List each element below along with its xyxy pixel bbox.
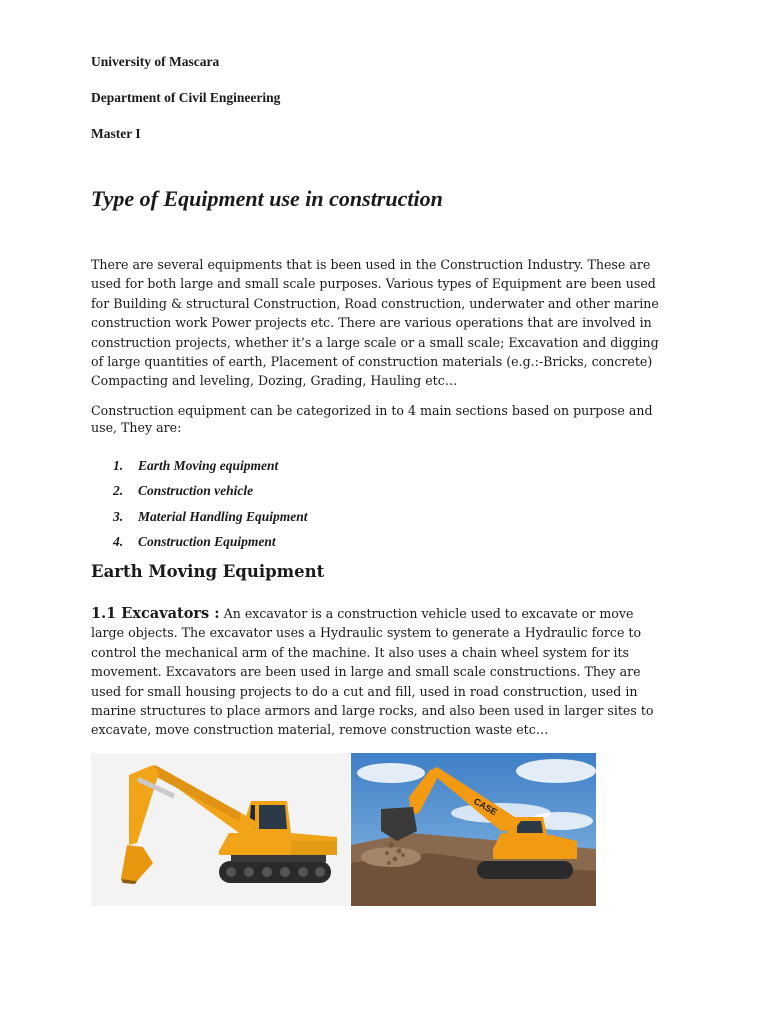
excavator-photo-white-bg [91, 753, 350, 906]
subsection-heading: 1.1 Excavators : [91, 605, 220, 622]
list-item: 2. Construction vehicle [113, 483, 254, 499]
case-logo: CASE [472, 796, 499, 818]
list-item: 3. Material Handling Equipment [113, 508, 308, 524]
document-title: Type of Equipment use in construction [91, 186, 443, 211]
excavator-illustration [91, 753, 350, 906]
list-item: 4. Construction Equipment [113, 534, 276, 550]
section-heading: Earth Moving Equipment [91, 562, 325, 581]
course-level: Master I [91, 126, 141, 141]
categories-intro: Construction equipment can be categorized in to 4 main sections based on purpose and use, They are: [91, 403, 653, 435]
category-list [113, 458, 308, 560]
excavator-photo-digging [351, 753, 596, 906]
excavator-digging-illustration [351, 753, 596, 906]
university-name: University of Mascara [91, 54, 220, 69]
list-item: 1. Earth Moving equipment [113, 458, 279, 473]
excavators-body: An excavator is a construction vehicle used to excavate or move large objects. The excavator uses a Hydraulic system to generate a Hydraulic force to control the mechanical arm of the machine. It also uses a chain wheel system for its movement. Excavators are been used in large and small scale constructions. They are used for small housing projects to do a cut and fill, used in road construction, used in marine structures to place armors and large rocks, and also been used in larger sites to excavate, move construction material, remove construction waste etc… [91, 606, 654, 738]
excavators-paragraph [91, 604, 669, 740]
department-name: Department of Civil Engineering [91, 90, 281, 105]
intro-paragraph: There are several equipments that is been used in the Construction Industry. These are used for both large and small scale purposes. Various types of Equipment are been used for Building & structural Construction, Road construction, underwater and other marine construction work Power projects etc. There are various operations that are involved in construction projects, whether it’s a large scale or a small scale; Excavation and digging of large quantities of earth, Placement of construction materials (e.g.:-Bricks, concrete) Compacting and leveling, Dozing, Grading, Hauling etc… [91, 257, 659, 389]
